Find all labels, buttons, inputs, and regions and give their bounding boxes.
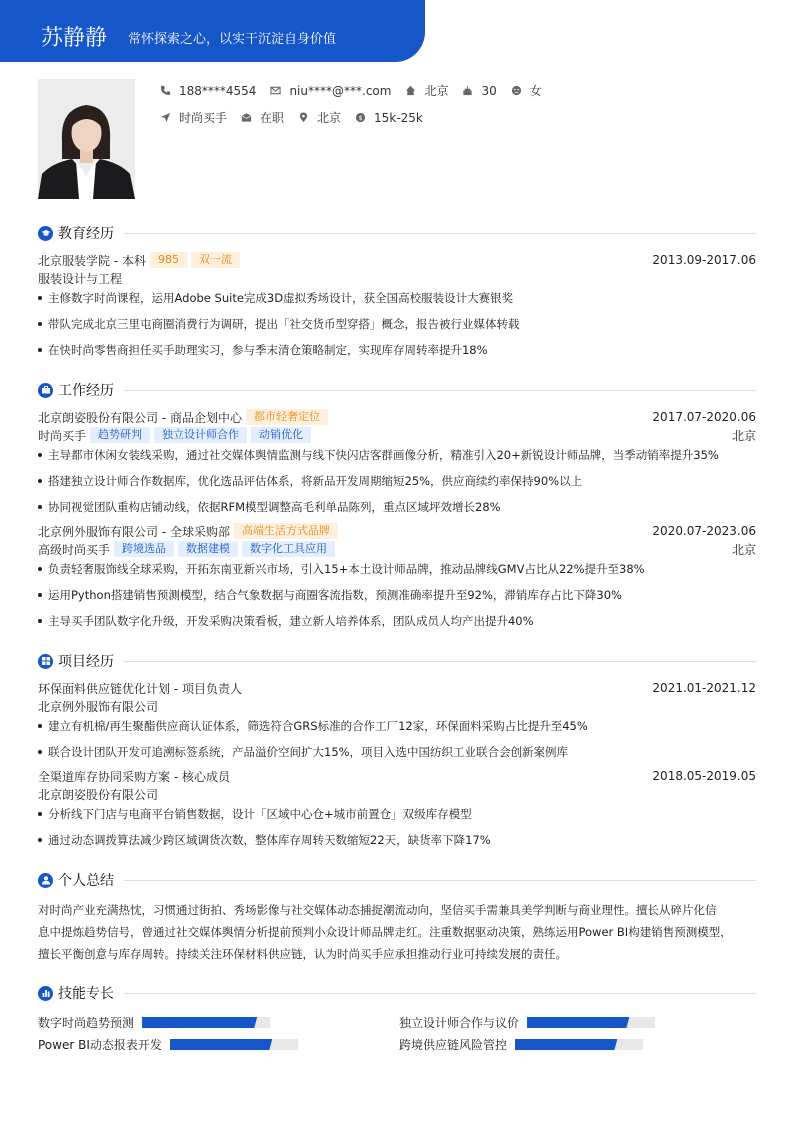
role-tag: 独立设计师合作 [154,427,247,443]
summary-line: 对时尚产业充满热忱，习惯通过街拍、秀场影像与社交媒体动态捕捉潮流动向，坚信买手需兼具美学判断与商业理性。擅长从碎片化信 [38,903,717,917]
phone-icon [160,85,171,96]
project-date: 2018.05-2019.05 [652,769,756,783]
section-title-text: 工作经历 [58,383,114,399]
bullet-text: 协同视觉团队重构店铺动线，依据RFM模型调整高毛利单品陈列，重点区域坪效增长28% [48,500,501,514]
education-bullet [38,290,756,306]
candidate-motto: 常怀探索之心，以实干沉淀自身价值 [128,32,337,47]
skill-level-track [170,1039,298,1050]
job-city: 北京 [731,542,756,557]
summary-line: 息中提炼趋势信号，曾通过社交媒体舆情分析提前预判小众设计师品牌走红。注重数据驱动决策，熟练运用Power BI构建销售预测模型， [38,925,732,939]
bar-chart-icon [38,986,53,1001]
gender-text: 女 [529,84,542,98]
bullet-text: 在快时尚零售商担任买手助理实习，参与季末清仓策略制定，实现库存周转率提升18% [48,343,488,357]
section-title-text: 技能专长 [58,986,114,1002]
section-divider [124,390,756,391]
graduation-cap-icon [38,226,53,241]
school-tag: 985 [150,252,187,268]
job-role-row [38,541,756,557]
summary-line: 擅长平衡创意与库存周转。持续关注环保材料供应链，认为时尚买手应承担推动行业可持续发展的责任。 [38,947,567,961]
company-tag: 高端生活方式品牌 [234,523,338,539]
job-bullet [38,447,756,463]
email-text: niu****@***.com [289,83,392,98]
project-bullet [38,744,756,760]
projects-section-title [38,652,756,670]
user-icon [38,873,53,888]
job-bullet [38,587,756,603]
skill-level-fill [527,1017,629,1028]
bullet-dot [38,296,42,300]
project-date: 2021.01-2021.12 [652,681,756,695]
location-icon [298,112,309,123]
skill-level-fill [142,1017,257,1028]
home-icon [405,85,416,96]
section-title-text: 个人总结 [58,873,114,889]
section-divider [124,233,756,234]
skill-name: 跨境供应链风险管控 [399,1038,508,1052]
skill-item [38,1014,270,1031]
bullet-text: 联合设计团队开发可追溯标签系统，产品溢价空间扩大15%，项目入选中国纺织工业联合会创新案例库 [48,745,569,759]
school-name: 北京服装学院 - 本科 [38,253,146,268]
bullet-dot [38,479,42,483]
project-bullet [38,718,756,734]
svg-text:$: $ [358,113,363,122]
skill-item [399,1014,655,1031]
school-tag: 双一流 [191,252,240,268]
skill-item [38,1036,298,1053]
project-org: 北京例外服饰有限公司 [38,699,159,714]
job-header-row [38,409,756,425]
project-name: 环保面料供应链优化计划 - 项目负责人 [38,681,242,696]
project-header-row [38,768,756,784]
education-header-row [38,252,756,268]
job-role: 时尚买手 [38,428,87,443]
bullet-text: 带队完成北京三里屯商圈消费行为调研，提出「社交货币型穿搭」概念，报告被行业媒体转载 [48,317,520,331]
job-date: 2020.07-2023.06 [652,524,756,538]
send-icon [160,112,171,123]
bullet-dot [38,750,42,754]
bullet-dot [38,453,42,457]
bullet-dot [38,593,42,597]
summary-paragraph [38,899,756,965]
job-date: 2017.07-2020.06 [652,410,756,424]
skill-level-fill [515,1039,617,1050]
major-row [38,270,756,286]
project-bullet [38,832,756,848]
job-bullet [38,499,756,515]
project-org-row [38,786,756,802]
salary-info [355,111,423,125]
bullet-dot [38,322,42,326]
job-role: 高级时尚买手 [38,542,111,557]
skills-section-title [38,984,756,1002]
email-info [270,84,391,98]
section-divider [124,880,756,881]
briefcase-icon [38,383,53,398]
project-header-row [38,680,756,696]
job-bullet [38,613,756,629]
project-name: 全渠道库存协同采购方案 - 核心成员 [38,769,230,784]
section-title-text: 项目经历 [58,654,114,670]
profile-photo [38,79,135,199]
contact-info-row [160,82,556,99]
company-tag: 都市轻奢定位 [246,409,328,425]
bullet-dot [38,812,42,816]
target-position-info [160,109,227,126]
skill-level-track [515,1039,643,1050]
education-bullet [38,316,756,332]
bullet-text: 分析线下门店与电商平台销售数据，设计「区域中心仓+城市前置仓」双级库存模型 [48,807,472,821]
phone-info [160,84,256,98]
education-bullet [38,342,756,358]
role-tag: 数据建模 [178,541,238,557]
bullet-text: 主导买手团队数字化升级，开发采购决策看板，建立新人培养体系，团队成员人均产出提升40% [48,614,534,628]
section-divider [124,993,756,994]
job-city: 北京 [731,428,756,443]
role-tag: 动销优化 [251,427,311,443]
cake-icon [462,85,473,96]
role-tag: 跨境选品 [114,541,174,557]
education-date: 2013.09-2017.06 [652,253,756,267]
skill-name: 数字时尚趋势预测 [38,1016,135,1030]
bullet-dot [38,619,42,623]
skill-level-fill [170,1039,272,1050]
target-city-text: 北京 [317,111,342,125]
gender-info [511,82,542,99]
skill-name: 独立设计师合作与议价 [399,1016,520,1030]
skill-level-track [527,1017,655,1028]
work-section-title [38,381,756,399]
role-tag: 趋势研判 [90,427,150,443]
bullet-text: 主导都市休闲女装线采购，通过社交媒体舆情监测与线下快闪店客群画像分析，精准引入20+新锐设计师品牌，当季动销率提升35% [48,448,719,462]
residence-info [405,82,448,99]
age-text: 30 [481,83,497,98]
job-bullet [38,473,756,489]
candidate-name: 苏静静 [41,26,108,51]
bullet-text: 负责轻奢服饰线全球采购，开拓东南亚新兴市场，引入15+本土设计师品牌，推动品牌线GMV占比从22%提升至38% [48,562,645,576]
phone-text: 188****4554 [179,83,257,98]
residence-text: 北京 [424,84,449,98]
age-info [462,84,496,98]
project-bullet [38,806,756,822]
job-bullet [38,561,756,577]
gender-icon [511,85,522,96]
bullet-text: 主修数字时尚课程，运用Adobe Suite完成3D虚拟秀场设计，获全国高校服装设计大赛银奖 [48,291,514,305]
target-city-info [298,109,341,126]
job-role-row [38,427,756,443]
bullet-dot [38,348,42,352]
bullet-dot [38,838,42,842]
summary-section-title [38,871,756,889]
project-org-row [38,698,756,714]
job-header-row [38,523,756,539]
status-text: 在职 [260,111,285,125]
status-info [241,109,284,126]
education-section-title [38,224,756,242]
salary-text: 15k-25k [374,110,423,125]
grid-icon [38,654,53,669]
bullet-dot [38,567,42,571]
role-tag: 数字化工具应用 [242,541,335,557]
salary-icon [355,112,366,123]
company-name: 北京朗姿股份有限公司 - 商品企划中心 [38,410,242,425]
section-divider [124,661,756,662]
major-name: 服装设计与工程 [38,271,123,286]
bullet-text: 建立有机棉/再生聚酯供应商认证体系，筛选符合GRS标准的合作工厂12家，环保面料采购占比提升至45% [48,719,588,733]
company-name: 北京例外服饰有限公司 - 全球采购部 [38,524,230,539]
project-org: 北京朗姿股份有限公司 [38,787,159,802]
skill-name: Power BI动态报表开发 [38,1038,162,1052]
job-intent-row [160,109,437,126]
bullet-text: 运用Python搭建销售预测模型，结合气象数据与商圈客流指数，预测准确率提升至92%，滞销库存占比下降30% [48,588,622,602]
bullet-dot [38,505,42,509]
target-position-text: 时尚买手 [179,111,228,125]
section-title-text: 教育经历 [58,226,114,242]
skill-item [399,1036,643,1053]
mail-icon [270,85,281,96]
bullet-text: 通过动态调拨算法减少跨区域调货次数，整体库存周转天数缩短22天，缺货率下降17% [48,833,491,847]
skill-level-track [142,1017,270,1028]
bullet-dot [38,724,42,728]
bullet-text: 搭建独立设计师合作数据库，优化选品评估体系，将新品开发周期缩短25%，供应商续约率保持90%以上 [48,474,583,488]
status-icon [241,112,252,123]
